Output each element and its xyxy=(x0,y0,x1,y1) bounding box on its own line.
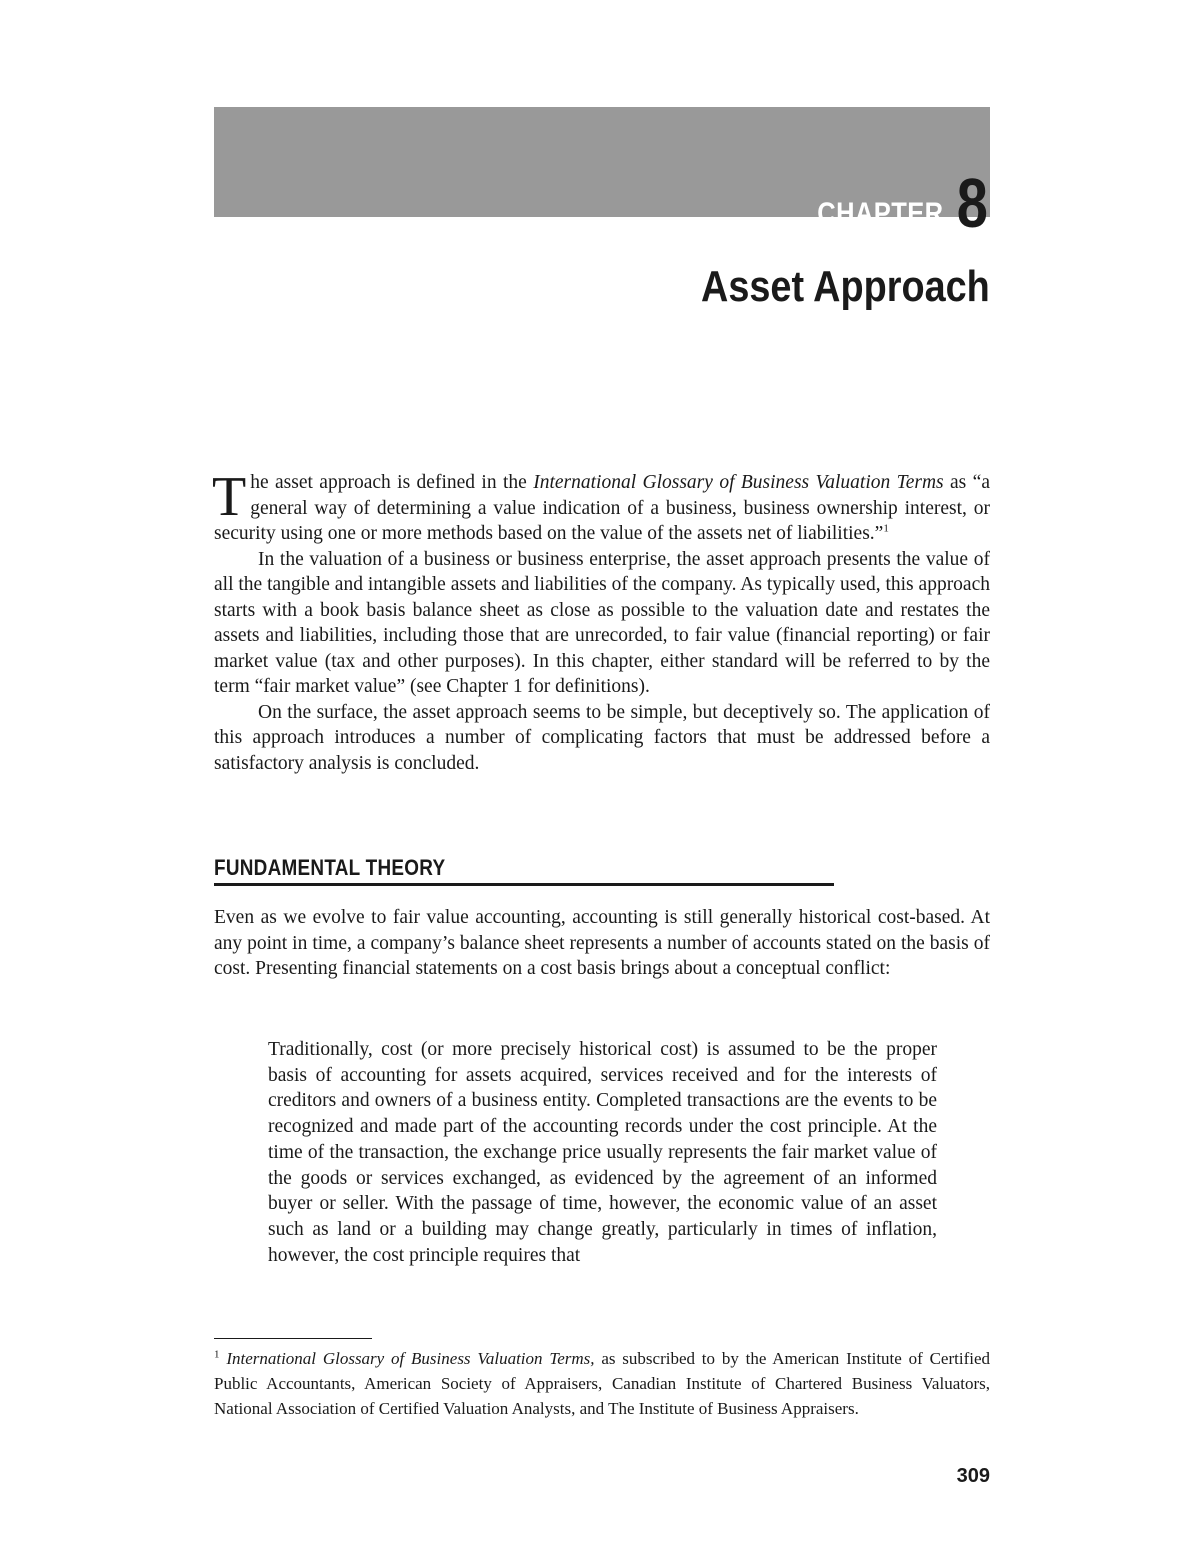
intro-p1-text-b: as “a general way of determining a value indication of a business, business ownership interest, or security using one or more methods based on the value of the assets net of liabilities.” xyxy=(214,472,990,544)
block-quote: Traditionally, cost (or more precisely historical cost) is assumed to be the proper basis of accounting for assets acquired, services received and for the interests of creditors and owners of a business entity. Completed transactions are the events to be recognized and made part of the accounting records under the cost principle. At the time of the transaction, the exchange price usually represents the fair market value of the goods or services exchanged, as evidenced by the agreement of an informed buyer or seller. With the passage of time, however, the economic value of an asset such as land or a building may change greatly, particularly in times of inflation, however, the cost principle requires that xyxy=(268,1039,937,1266)
chapter-number: 8 xyxy=(956,164,988,242)
footnote-ref[interactable]: 1 xyxy=(883,522,889,535)
intro-paragraph-1 xyxy=(212,466,990,547)
section-heading-text: FUNDAMENTAL THEORY xyxy=(214,855,446,880)
intro-p1-text-a: he asset approach is defined in the xyxy=(250,472,534,493)
footnote-divider xyxy=(214,1338,372,1339)
section-heading xyxy=(214,855,834,886)
footnote xyxy=(214,1346,990,1421)
chapter-label xyxy=(795,164,988,242)
footnote-italic: International Glossary of Business Valuation Terms, xyxy=(226,1349,595,1368)
drop-cap: T xyxy=(212,466,247,528)
intro-paragraph-2: In the valuation of a business or business enterprise, the asset approach presents the value of all the tangible and intangible assets and liabilities of the company. As typically used, this approach starts with a book basis balance sheet as close as possible to the valuation date and restates the assets and liabilities, including those that are unrecorded, to fair value (financial reporting) or fair market value (tax and other purposes). In this chapter, either standard will be referred to by the term “fair market value” (see Chapter 1 for definitions). xyxy=(214,548,990,697)
intro-paragraph-3: On the surface, the asset approach seems to be simple, but deceptively so. The application of this approach introduces a number of complicating factors that must be addressed before a satisfactory analysis is concluded. xyxy=(214,701,990,774)
footnote-marker: 1 xyxy=(214,1348,220,1361)
glossary-title: International Glossary of Business Valuation Terms xyxy=(533,472,944,493)
section-paragraph: Even as we evolve to fair value accounting, accounting is still generally historical cost-based. At any point in time, a company’s balance sheet represents a number of accounts stated on the basis of cost. Presenting financial statements on a cost basis brings about a conceptual conflict: xyxy=(214,907,990,979)
page-number: 309 xyxy=(956,1465,990,1487)
footnote-text: as subscribed to by the American Institute of Certified Public Accountants, American Society of Appraisers, Canadian Institute of Chartered Business Valuators, National Association of Certified Valuation Analysts, and The Institute of Business Appraisers. xyxy=(214,1349,990,1418)
chapter-title: Asset Approach xyxy=(701,262,990,311)
chapter-word: CHAPTER xyxy=(816,197,944,230)
intro-text xyxy=(212,466,990,776)
